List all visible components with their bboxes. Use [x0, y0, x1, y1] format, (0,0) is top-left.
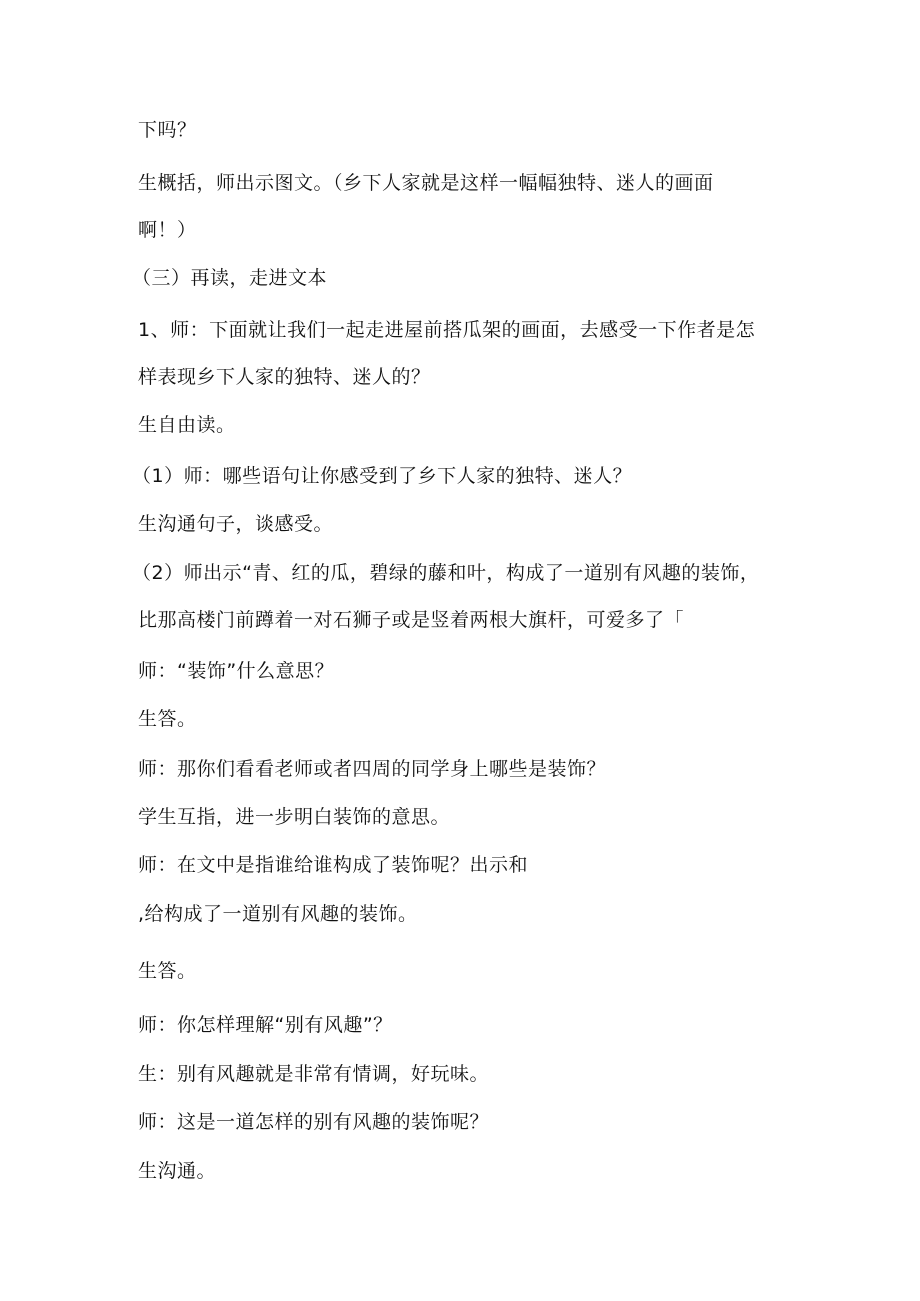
text-line-18: 生答。: [138, 960, 197, 982]
text-line-13: 生答。: [138, 708, 197, 730]
text-line-15: 学生互指，进一步明白装饰的意思。: [138, 806, 451, 828]
text-line-17: ,给构成了一道别有风趣的装饰。: [138, 903, 418, 925]
text-line-8: （1）师：哪些语句让你感受到了乡下人家的独特、迷人？: [132, 465, 633, 487]
text-line-11: 比那高楼门前蹲着一对石狮子或是竖着两根大旗杆，可爱多了「: [138, 609, 685, 631]
text-line-22: 生沟通。: [138, 1160, 217, 1182]
text-line-21: 师：这是一道怎样的别有风趣的装饰呢？: [138, 1111, 490, 1133]
text-line-7: 生自由读。: [138, 414, 236, 436]
text-line-12: 师：“装饰”什么意思？: [138, 660, 335, 682]
text-line-5: 1、师：下面就让我们一起走进屋前搭瓜架的画面，去感受一下作者是怎: [138, 319, 756, 341]
text-line-10: （2）师出示“青、红的瓜，碧绿的藤和叶，构成了一道别有风趣的装饰，: [132, 562, 760, 584]
text-line-3: 啊！）: [138, 219, 197, 241]
text-line-16: 师：在文中是指谁给谁构成了装饰呢？出示和: [138, 854, 529, 876]
text-line-9: 生沟通句子，谈感受。: [138, 513, 334, 535]
text-line-6: 样表现乡下人家的独特、迷人的？: [138, 366, 431, 388]
text-line-19: 师：你怎样理解“别有风趣”？: [138, 1014, 393, 1036]
text-line-14: 师：那你们看看老师或者四周的同学身上哪些是装饰？: [138, 758, 607, 780]
text-line-20: 生：别有风趣就是非常有情调，好玩味。: [138, 1063, 490, 1085]
section-heading: （三）再读，走进文本: [132, 267, 328, 289]
text-line-2: 生概括，师出示图文。（乡下人家就是这样一幅幅独特、迷人的画面: [138, 172, 714, 194]
text-line-1: 下吗？: [138, 119, 197, 141]
